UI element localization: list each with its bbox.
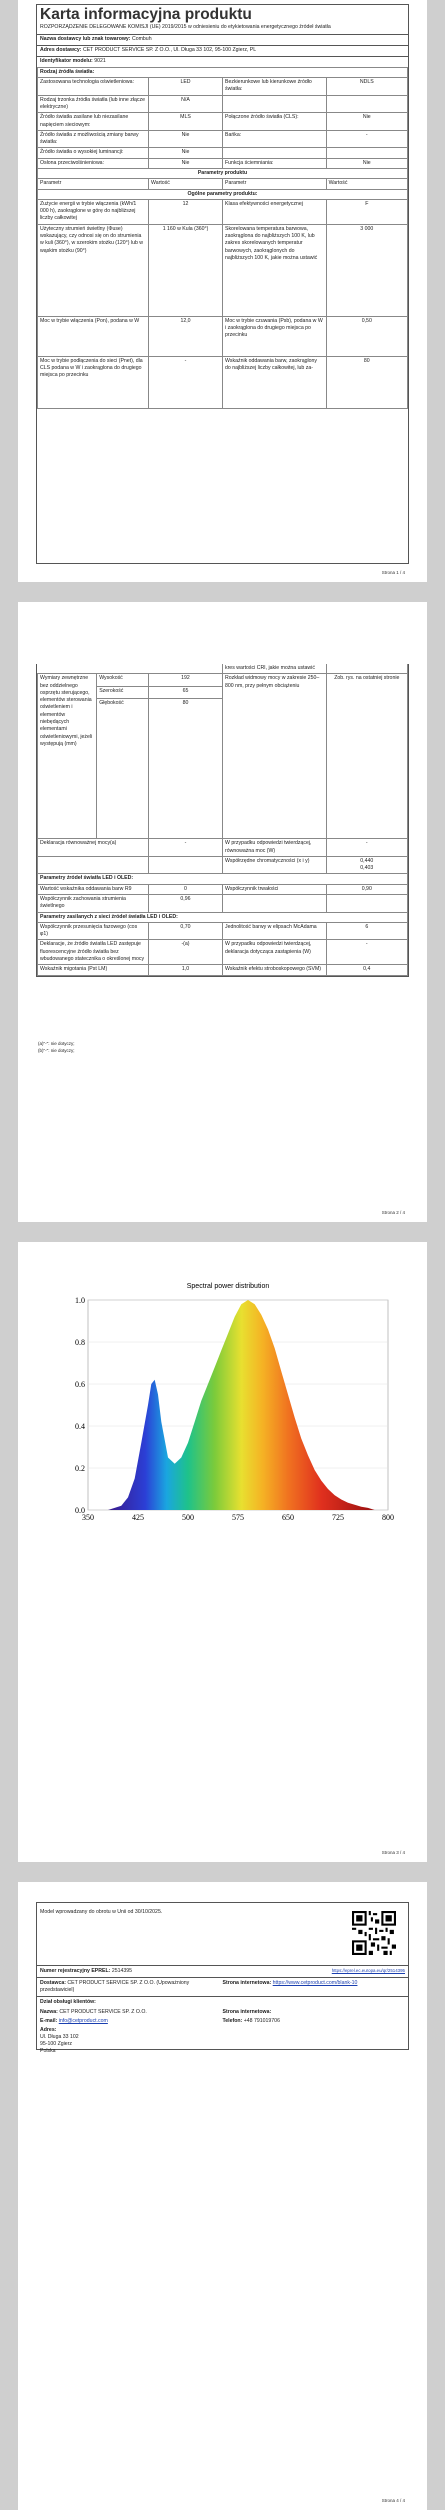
value-cell: 0,90 [326, 884, 407, 894]
value-cell [326, 894, 407, 912]
y-tick-label: 0.4 [75, 1422, 85, 1431]
spd-label: Rozkład widmowy mocy w zakresie 250–800 nm, przy pełnym obciążeniu [222, 674, 326, 839]
y-tick-label: 0.0 [75, 1506, 85, 1515]
value-cell: NDLS [326, 78, 407, 96]
model-intro [37, 1903, 408, 1965]
x-tick-label: 425 [132, 1513, 144, 1522]
label-cell: Źródło światła zasilane lub niezasilane napięciem sieciowym: [38, 113, 149, 131]
label-cell: Zastosowana technologia oświetleniowa: [38, 78, 149, 96]
param-header: Parametr [38, 179, 149, 189]
value-cell: - [326, 940, 407, 965]
value-header-2: Wartość [326, 179, 407, 189]
value-cell [326, 95, 407, 113]
params-section: Parametry produktu [38, 168, 408, 178]
value-cell: Nie [326, 158, 407, 168]
addr-line-3: Polska [40, 2048, 56, 2055]
label-cell: Źródło światła z możliwością zmiany barwy światła: [38, 130, 149, 148]
page-number: Strona 2 / 4 [381, 1209, 405, 1215]
page-3 [18, 1242, 427, 1862]
page-subtitle: ROZPORZĄDZENIE DELEGOWANE KOMISJI (UE) 2019/2015 w odniesieniu do etykietowania energetycznego źródeł światła [40, 23, 331, 30]
label-cell: Wskaźnik migotania (Pst LM) [38, 965, 149, 975]
value-cell: Nie [149, 130, 223, 148]
value-cell: Nie [149, 148, 223, 158]
value-cell: 0,70 [148, 922, 222, 940]
value-cell: - [326, 130, 407, 148]
model-line: Model wprowadzany do obrotu w Unii od 30/10/2025. [40, 1909, 163, 1915]
support-label: Dział obsługi klientów: [40, 1999, 96, 2006]
y-tick-label: 0.8 [75, 1338, 85, 1347]
page-1 [18, 0, 427, 582]
label-cell: Klasa efektywności energetycznej [223, 199, 327, 224]
label-cell: Rodzaj trzonka źródła światła (lub inne złącze elektryczne) [38, 95, 149, 113]
value-cell: LED [149, 78, 223, 96]
height-value: 192 [148, 674, 222, 687]
label-cell: Deklaracje, że źródło światła LED zastępuje fluorescencyjne źródło światła bez wbudowanego statecznika o określonej mocy [38, 940, 149, 965]
support-row [37, 1996, 408, 2057]
web2-label: Strona internetowa: [222, 2009, 272, 2016]
label-cell: Wskaźnik oddawania barw, zaokrąglony do najbliższej liczby całkowitej, lub za- [223, 356, 327, 408]
supplier-name-row [37, 34, 408, 45]
equiv-power-w-value: - [326, 839, 407, 857]
label-cell: W przypadku odpowiedzi twierdzącej, deklaracja dotycząca zastąpienia (W) [222, 940, 326, 965]
y-tick-label: 0.2 [75, 1464, 85, 1473]
value-cell: F [326, 199, 407, 224]
label-cell: Jednolitość barwy w elipsach McAdama [222, 922, 326, 940]
value-cell: 0,50 [326, 316, 407, 356]
label-cell: Wskaźnik efektu stroboskopowego (SVM) [222, 965, 326, 975]
label-cell: Bezkierunkowe lub kierunkowe źródło światła: [223, 78, 327, 96]
page-4-frame [36, 1902, 409, 2055]
x-tick-label: 800 [382, 1513, 394, 1522]
web-link[interactable]: https://www.cetproduct.com/blank-10 [272, 1980, 358, 1987]
spd-value: Zob. rys. na ostatniej stronie [326, 674, 407, 839]
value-cell: 1,0 [148, 965, 222, 975]
x-tick-label: 650 [282, 1513, 294, 1522]
label-cell: Współczynnik zachowania strumienia świetlnego [38, 894, 149, 912]
general-params-section: Ogólne parametry produktu: [38, 189, 408, 199]
x-tick-label: 575 [232, 1513, 244, 1522]
dostawca-value: CET PRODUCT SERVICE SP. Z O.O. (Upoważniony przedstawiciel) [40, 1980, 190, 1994]
eprel-value: 2514395 [111, 1968, 133, 1974]
label-cell: Moc w trybie włączenia (Pon), podana w W [38, 316, 149, 356]
value-cell: -(a) [148, 940, 222, 965]
value-header: Wartość [149, 179, 223, 189]
equiv-power-value: - [148, 839, 222, 857]
chromaticity-value: 0,440 0,403 [326, 856, 407, 874]
page-2-frame [36, 664, 409, 977]
label-cell: Zużycie energii w trybie włączenia (kWh/1 000 h), zaokrąglone w górę do najbliższej liczby całkowitej [38, 199, 149, 224]
addr-label: Adres: [40, 2027, 57, 2034]
equiv-power-w-label: W przypadku odpowiedzi twierdzącej, równoważna moc (W) [222, 839, 326, 857]
value-cell: N/A [149, 95, 223, 113]
value-cell: MLS [149, 113, 223, 131]
cri-cont: kres wartości CRI, jakie można ustawić [222, 664, 326, 674]
model-label: Identyfikator modelu: [40, 58, 93, 65]
label-cell: Moc w trybie podłączenia do sieci (Pnet), dla CLS podana w W i zaokrąglona do drugiego miejsca po przecinku [38, 356, 149, 408]
dims-label: Wymiary zewnętrzne bez oddzielnego osprzętu sterującego, elementów sterowania oświetleniem i elementów niebędących elementami oświetleniowymi, jeżeli występują (mm) [38, 674, 97, 839]
value-cell: - [149, 356, 223, 408]
mains-section: Parametry zasilanych z sieci źródeł światła LED i OLED: [38, 912, 408, 922]
label-cell: Połączone źródło światła (CLS): [223, 113, 327, 131]
width-label: Szerokość [97, 686, 149, 699]
tel-value: +48 791019706 [243, 2018, 280, 2025]
supplier-address-row [37, 45, 408, 56]
value-cell: 0 [148, 884, 222, 894]
value-cell: 12 [149, 199, 223, 224]
email-label: E-mail: [40, 2018, 58, 2025]
value-cell: 80 [326, 356, 407, 408]
y-tick-label: 1.0 [75, 1296, 85, 1305]
width-value: 65 [148, 686, 222, 699]
page-2 [18, 602, 427, 1222]
label-cell: Współczynnik przesunięcia fazowego (cos φ1) [38, 922, 149, 940]
addr-line-1: Ul. Długa 33 102 [40, 2034, 79, 2041]
value-cell: 6 [326, 922, 407, 940]
label-cell [223, 95, 327, 113]
eprel-label: Numer rejestracyjny EPREL: [40, 1968, 111, 1974]
dostawca-row [37, 1977, 408, 1996]
name-label: Nazwa: [40, 2009, 58, 2016]
spectral-chart [58, 1280, 398, 1540]
params-table-continued [37, 664, 408, 976]
eprel-row [37, 1965, 408, 1977]
label-cell [223, 148, 327, 158]
label-cell [222, 894, 326, 912]
supplier-address-label: Adres dostawcy: [40, 47, 82, 54]
label-cell: Źródło światła o wysokiej luminancji: [38, 148, 149, 158]
label-cell: Bańka: [223, 130, 327, 148]
depth-value: 80 [148, 699, 222, 839]
addr-line-2: 95-100 Zgierz [40, 2041, 73, 2048]
page-1-frame [36, 4, 409, 564]
equiv-power-label: Deklaracja równoważnej mocy(a) [38, 839, 149, 857]
footnote-2: (b)"-": nie dotyczy; [38, 1048, 75, 1054]
chromaticity-label: Współrzędne chromatyczności (x i y) [222, 856, 326, 874]
web-label: Strona internetowa: [222, 1980, 272, 1987]
model-row [37, 56, 408, 67]
page-number: Strona 4 / 4 [381, 2497, 405, 2503]
value-cell [326, 148, 407, 158]
x-tick-label: 350 [82, 1513, 94, 1522]
label-cell: Osłona przeciwolśnieniowa: [38, 158, 149, 168]
led-section: Parametry źródeł światła LED i OLED: [38, 874, 408, 884]
value-cell: 12,0 [149, 316, 223, 356]
footnotes [38, 1040, 74, 1054]
value-cell: 3 000 [326, 224, 407, 316]
chart-title: Spectral power distribution [186, 1283, 270, 1290]
height-label: Wysokość [97, 674, 149, 687]
supplier-address-value: CET PRODUCT SERVICE SP. Z O.O., Ul. Długa 33 102, 95-100 Zgierz, PL [82, 47, 257, 54]
x-axis [82, 1513, 394, 1522]
email-link[interactable]: info@cetproduct.com [58, 2018, 108, 2025]
footnote-1: (a)"-": nie dotyczy; [38, 1041, 75, 1046]
supplier-name-label: Nazwa dostawcy lub znak towarowy: [40, 36, 131, 43]
value-cell: 0,4 [326, 965, 407, 975]
dostawca-label: Dostawca: [40, 1980, 66, 1987]
supplier-name-value: Combuh [131, 36, 152, 43]
qr-code-icon[interactable] [352, 1911, 396, 1955]
model-value: 9021 [94, 58, 106, 65]
x-tick-label: 725 [332, 1513, 344, 1522]
value-cell: Nie [326, 113, 407, 131]
value-cell: 0,96 [148, 894, 222, 912]
param-header-2: Parametr [223, 179, 327, 189]
y-tick-label: 0.6 [75, 1380, 85, 1389]
label-cell: Użyteczny strumień świetlny (Φuse) wskazujący, czy odnosi się on do strumienia w kuli (360°), w szerokim stożku (120°) lub w wąskim stożku (90°) [38, 224, 149, 316]
tel-label: Telefon: [222, 2018, 243, 2025]
light-type-table [37, 67, 408, 409]
light-type-section: Rodzaj źródła światła: [38, 67, 408, 77]
depth-label: Głębokość [97, 699, 149, 839]
page-number: Strona 1 / 4 [381, 569, 405, 575]
value-cell: 1 160 w Kula (360°) [149, 224, 223, 316]
label-cell: Moc w trybie czuwania (Psb), podana w W i zaokrąglona do drugiego miejsca po przecinku [223, 316, 327, 356]
page-title: Karta informacyjna produktu [40, 6, 252, 23]
page-number: Strona 3 / 4 [381, 1849, 405, 1855]
eprel-link[interactable]: https://eprel.ec.europa.eu/qr/2514395 [331, 1968, 405, 1973]
label-cell: Wartość wskaźnika oddawania barw R9 [38, 884, 149, 894]
name-value: CET PRODUCT SERVICE SP. Z O.O. [59, 2009, 147, 2016]
x-tick-label: 500 [182, 1513, 194, 1522]
value-cell: Nie [149, 158, 223, 168]
y-axis [75, 1296, 85, 1515]
label-cell: Funkcja ściemniania: [223, 158, 327, 168]
label-cell: Współczynnik trwałości [222, 884, 326, 894]
label-cell: Skorelowana temperatura barwowa, zaokrąglona do najbliższych 100 K, lub zakres skorelowanych temperatur barwowych, zaokrąglonych do najbliższych 100 K, jakie można ustawić [223, 224, 327, 316]
page-4 [18, 1882, 427, 2510]
